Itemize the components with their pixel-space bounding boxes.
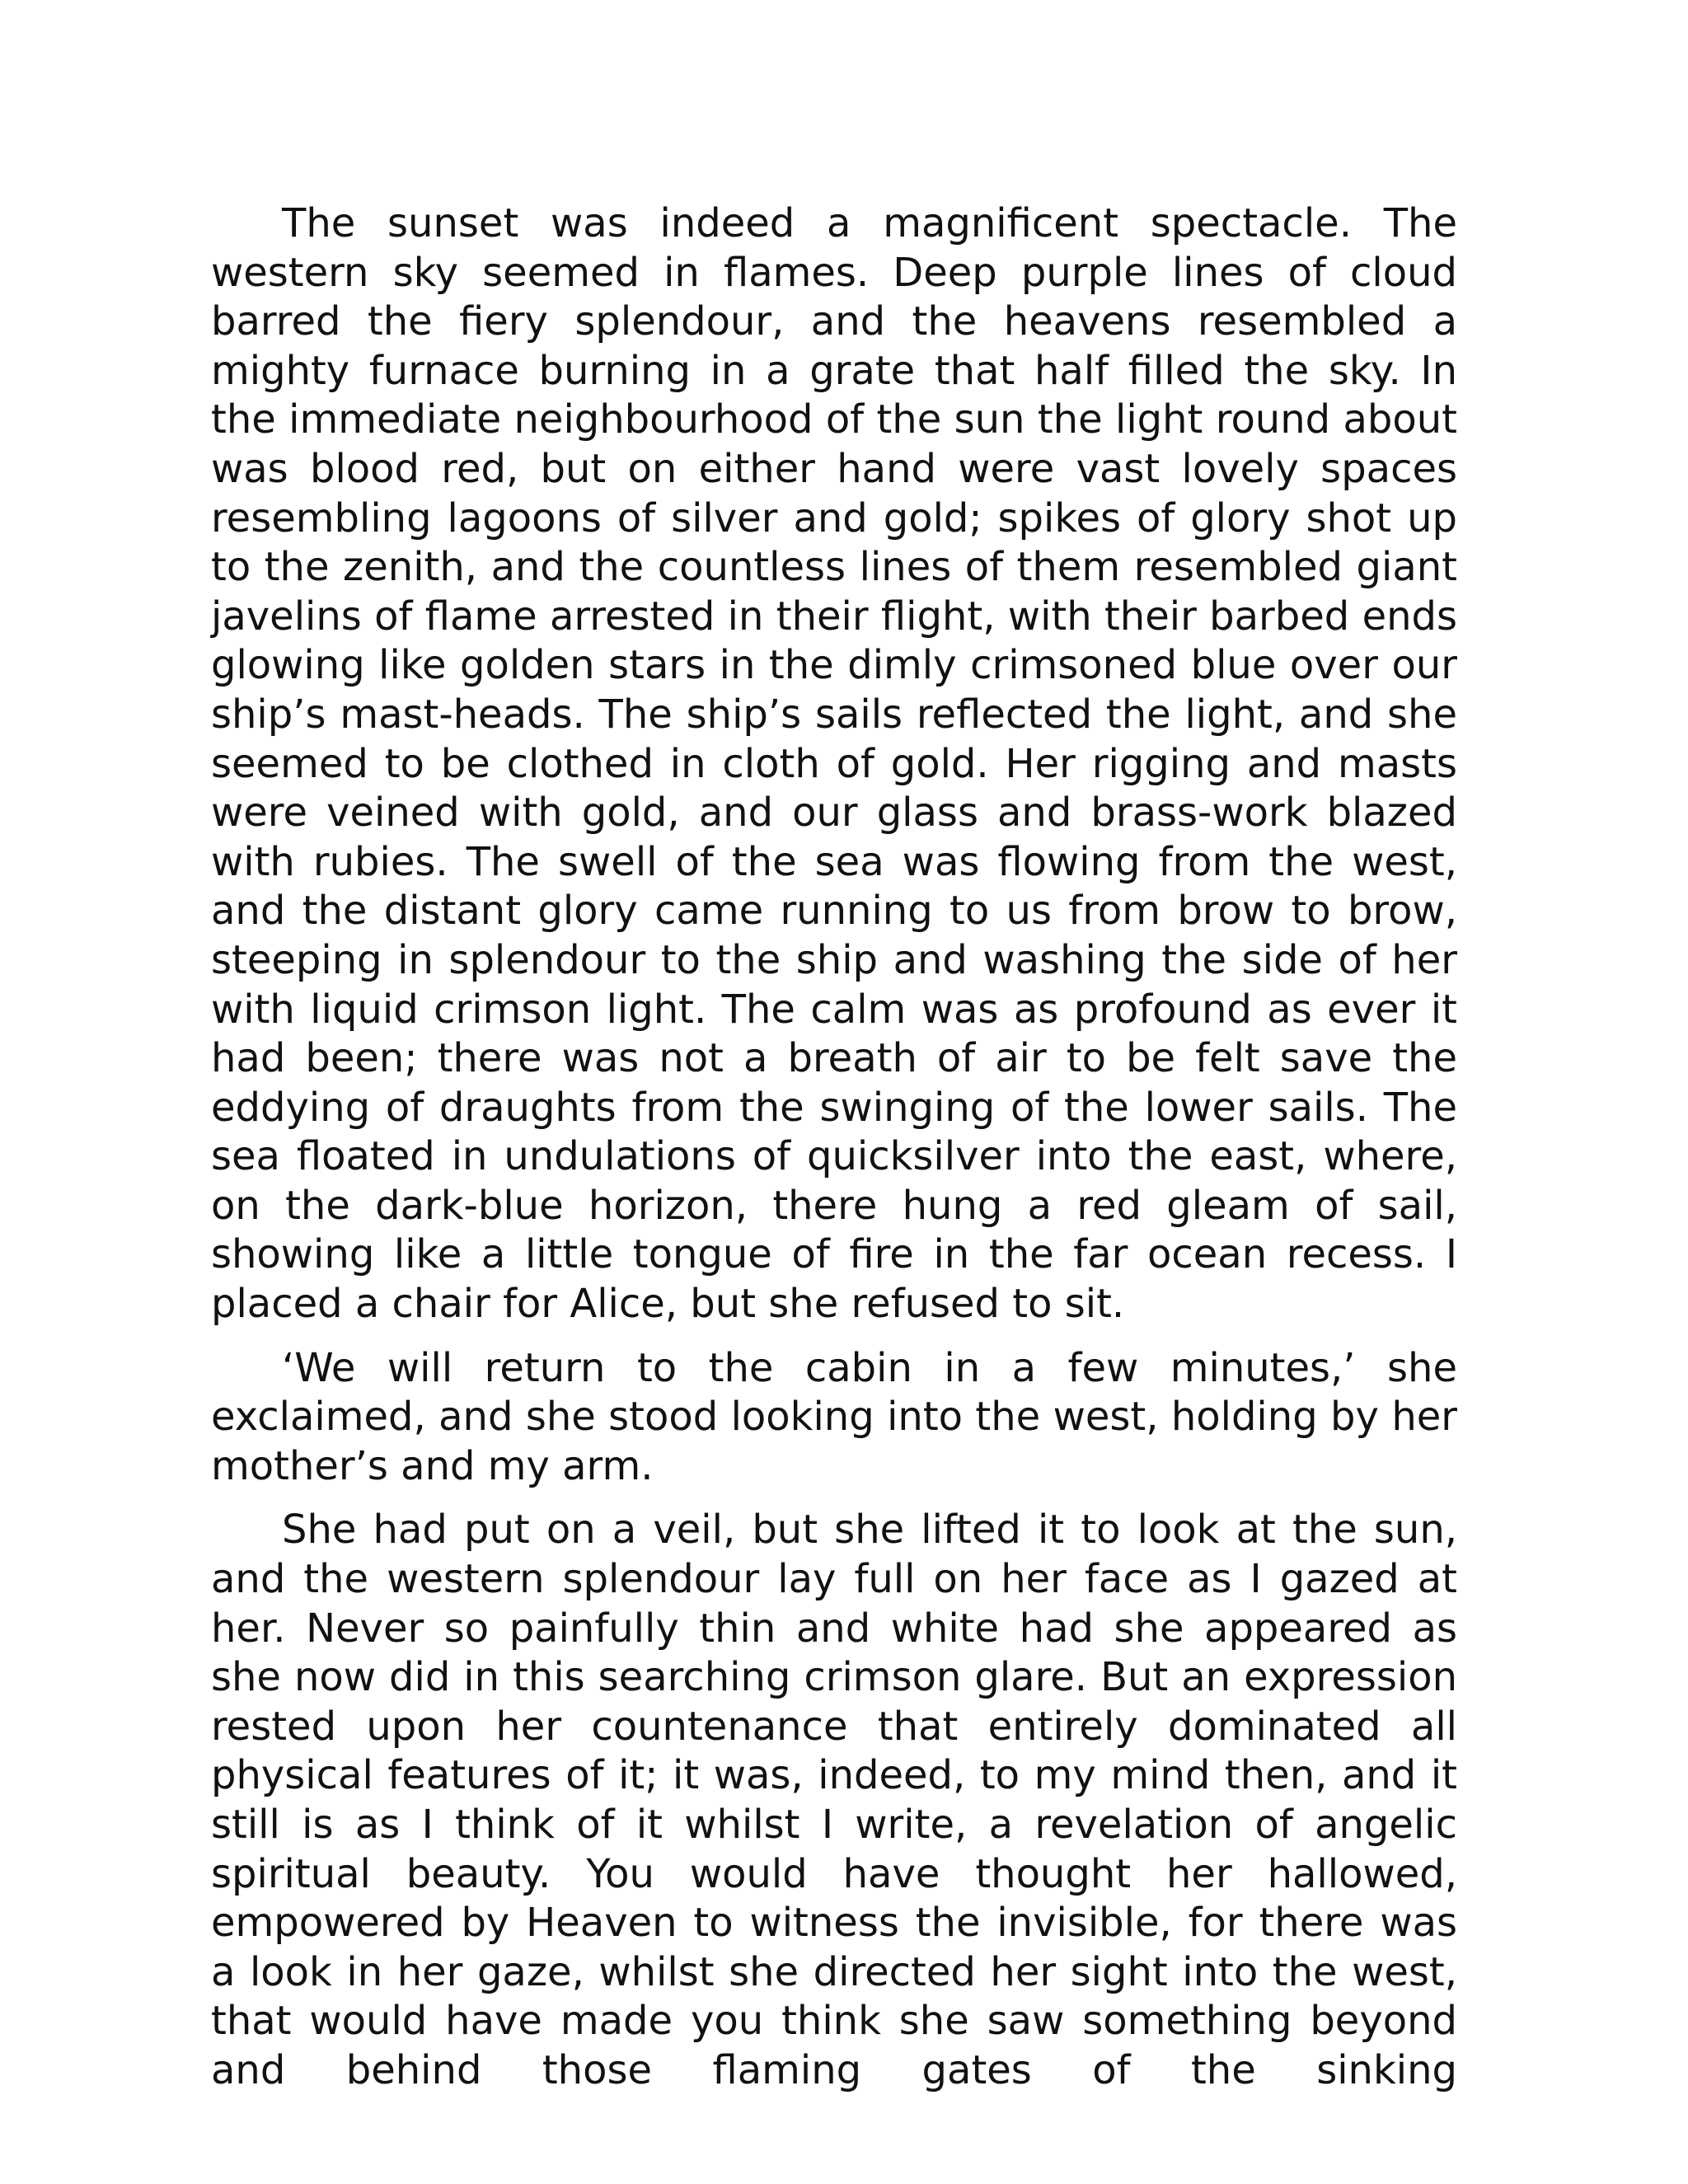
paragraph-dialogue: ‘We will return to the cabin in a few minutes,’ she exclaimed, and she stood looking into the west, holding by her mother’s and my arm. (211, 1344, 1457, 1489)
paragraph-sunset: The sunset was indeed a magnificent spectacle. The western sky seemed in flames. Deep purple lines of cloud barred the fiery splendour, and the heavens resembled a mighty furnace burning in a grate that half filled the sky. In the immediate neighbourhood of the sun the light round about was blood red, but on either hand were vast lovely spaces resembling lagoons of silver and gold; spikes of glory shot up to the zenith, and the countless lines of them resembled giant javelins of flame arrested in their flight, with their barbed ends glowing like golden stars in the dimly crimsoned blue over our ship’s mast-heads. The ship’s sails reflected the light, and she seemed to be clothed in cloth of gold. Her rigging and masts were veined with gold, and our glass and brass-work blazed with rubies. The swell of the sea was flowing from the west, and the distant glory came running to us from brow to brow, steeping in splendour to the ship and washing the side of her with liquid crimson light. The calm was as profound as ever it had been; there was not a breath of air to be felt save the eddying of draughts from the swinging of the lower sails. The sea floated in undulations of quicksilver into the east, where, on the dark-blue horizon, there hung a red gleam of sail, showing like a little tongue of fire in the far ocean recess. I placed a chair for Alice, but she refused to sit. (211, 200, 1457, 1328)
body-text (211, 199, 1457, 2096)
paragraph-veil: She had put on a veil, but she lifted it to look at the sun, and the western splendour lay full on her face as I gazed at her. Never so painfully thin and white had she appeared as she now did in this searching crimson glare. But an expression rested upon her countenance that entirely dominated all physical features of it; it was, indeed, to my mind then, and it still is as I think of it whilst I write, a revelation of angelic spiritual beauty. You would have thought her hallowed, empowered by Heaven to witness the invisible, for there was a look in her gaze, whilst she directed her sight into the west, that would have made you think she saw something beyond and behind those flaming gates of the sinking (211, 1507, 1457, 2093)
